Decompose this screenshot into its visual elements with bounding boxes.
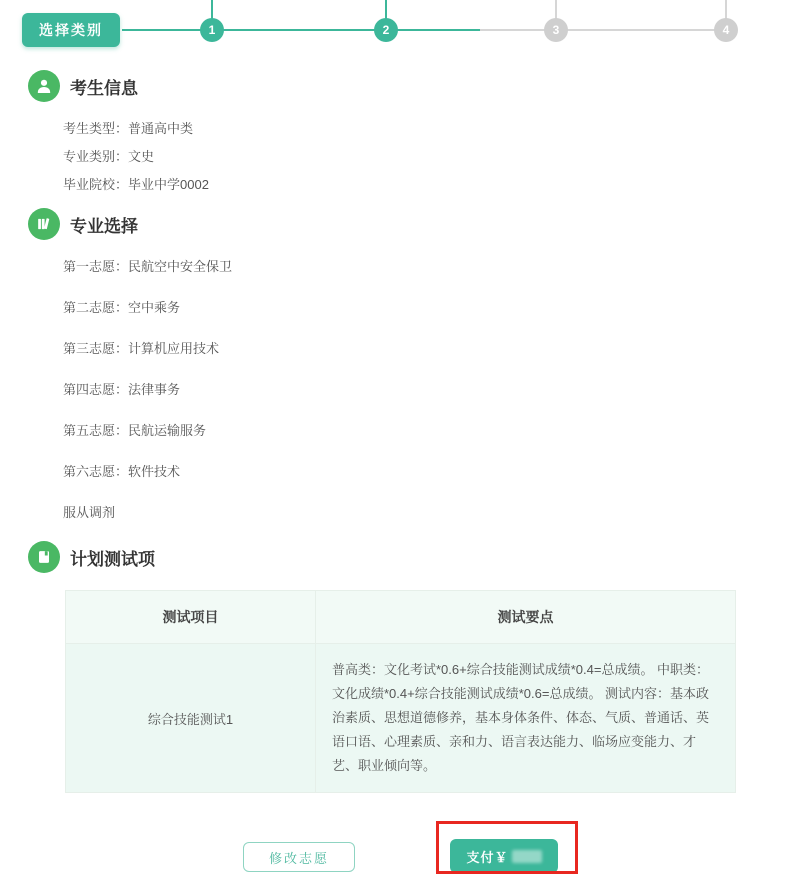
candidate-type: 考生类型：普通高中类 — [63, 121, 194, 136]
stepper-remaining-line — [480, 29, 727, 31]
stepper — [0, 0, 800, 52]
planned-tests-title: 计划测试项 — [70, 549, 155, 569]
choice-5: 第五志愿：民航运输服务 — [63, 423, 207, 438]
pay-amount-redacted — [512, 850, 542, 863]
obey-adjustment: 服从调剂 — [63, 505, 116, 520]
test-item-cell: 综合技能测试1 — [66, 644, 316, 793]
planned-tests-header — [28, 541, 772, 573]
step-circle-3: 3 — [544, 18, 568, 42]
graduate-school: 毕业院校：毕业中学0002 — [63, 177, 209, 192]
test-table — [65, 590, 736, 793]
step-tick-4 — [725, 0, 727, 20]
choice-6: 第六志愿：软件技术 — [63, 464, 181, 479]
test-table-header-row — [66, 591, 736, 644]
step-tick-1 — [211, 0, 213, 20]
select-category-button[interactable]: 选择类别 — [22, 13, 120, 47]
stepper-progress-line — [122, 29, 480, 31]
step-tick-2 — [385, 0, 387, 20]
test-points-cell: 普高类：文化考试*0.6+综合技能测试成绩*0.4=总成绩。 中职类：文化成绩*0.4+综合技能测试成绩*0.6=总成绩。 测试内容：基本政治素质、思想道德修养，基本身体条件、体态、气质、普通话、英语口语、心理素质、亲和力、语言表达能力、临场应变能力、才艺、职业倾向等。 — [316, 644, 736, 793]
candidate-info-title: 考生信息 — [70, 78, 138, 98]
major-selection-title: 专业选择 — [70, 216, 138, 236]
planned-tests-section — [28, 541, 772, 793]
candidate-info-section — [28, 70, 772, 205]
person-icon — [28, 70, 60, 102]
choice-4: 第四志愿：法律事务 — [63, 382, 181, 397]
test-points-column-header: 测试要点 — [316, 591, 736, 644]
step-tick-3 — [555, 0, 557, 20]
step-circle-1: 1 — [200, 18, 224, 42]
candidate-info-header — [28, 70, 772, 102]
books-icon — [28, 208, 60, 240]
step-circle-2: 2 — [374, 18, 398, 42]
pay-button[interactable] — [450, 839, 558, 873]
test-item-column-header: 测试项目 — [66, 591, 316, 644]
major-selection-header — [28, 208, 772, 240]
note-icon — [28, 541, 60, 573]
choice-1: 第一志愿：民航空中安全保卫 — [63, 259, 233, 274]
major-selection-section — [28, 208, 772, 546]
major-category: 专业类别：文史 — [63, 149, 155, 164]
choice-3: 第三志愿：计算机应用技术 — [63, 341, 220, 356]
pay-button-label: 支付￥ — [466, 849, 509, 865]
choice-2: 第二志愿：空中乘务 — [63, 300, 181, 315]
modify-choices-button[interactable]: 修改志愿 — [243, 842, 355, 872]
step-circle-4: 4 — [714, 18, 738, 42]
table-row — [66, 644, 736, 793]
